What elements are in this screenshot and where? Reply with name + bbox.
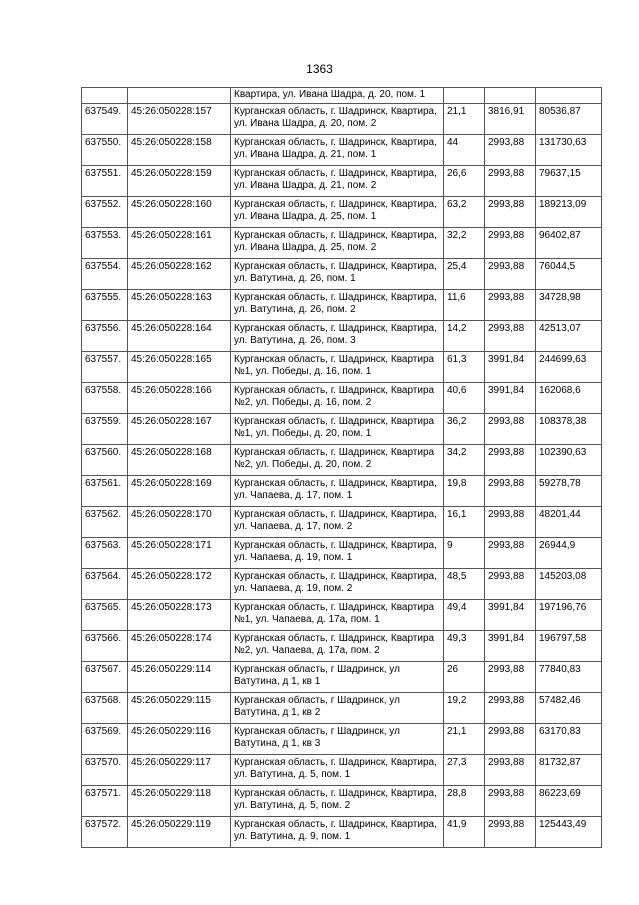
table-body (82, 88, 602, 848)
cell-cadastral-value: 189213,09 (536, 197, 602, 228)
cell-unit-price: 2993,88 (485, 817, 536, 848)
cell-unit-price: 2993,88 (485, 507, 536, 538)
cell-unit-price: 2993,88 (485, 445, 536, 476)
cell-cadastral-value: 125443,49 (536, 817, 602, 848)
cell-cadastral-number: 45:26:050228:158 (128, 135, 231, 166)
cell-unit-price: 2993,88 (485, 538, 536, 569)
cell-cadastral-value: 79637,15 (536, 166, 602, 197)
cell-number: 637558. (82, 383, 128, 414)
cell-area: 25,4 (444, 259, 485, 290)
cell-number: 637567. (82, 662, 128, 693)
cell-unit-price: 3816,91 (485, 104, 536, 135)
cell-number: 637555. (82, 290, 128, 321)
cell-cadastral-number: 45:26:050229:118 (128, 786, 231, 817)
cell-number (82, 88, 128, 104)
cell-unit-price: 2993,88 (485, 290, 536, 321)
cell-address: Курганская область, г. Шадринск, Квартира №2, ул. Чапаева, д. 17а, пом. 2 (231, 631, 444, 662)
cell-address: Курганская область, г. Шадринск, Квартира, ул. Чапаева, д. 19, пом. 2 (231, 569, 444, 600)
cell-area: 27,3 (444, 755, 485, 786)
table-row (82, 383, 602, 414)
cell-unit-price: 2993,88 (485, 693, 536, 724)
cell-cadastral-value: 96402,87 (536, 228, 602, 259)
cell-area: 34,2 (444, 445, 485, 476)
cell-unit-price: 2993,88 (485, 259, 536, 290)
cell-area: 48,5 (444, 569, 485, 600)
table-row (82, 197, 602, 228)
cell-cadastral-number: 45:26:050229:114 (128, 662, 231, 693)
cell-cadastral-value: 145203,08 (536, 569, 602, 600)
cell-unit-price: 2993,88 (485, 569, 536, 600)
table-row (82, 507, 602, 538)
cell-cadastral-value: 162068,6 (536, 383, 602, 414)
cell-area: 49,3 (444, 631, 485, 662)
cell-unit-price: 3991,84 (485, 631, 536, 662)
cell-address: Курганская область, г. Шадринск, Квартира, ул. Ватутина, д. 26, пом. 3 (231, 321, 444, 352)
cell-number: 637566. (82, 631, 128, 662)
table-row (82, 786, 602, 817)
cell-cadastral-value: 77840,83 (536, 662, 602, 693)
cell-address: Курганская область, г. Шадринск, Квартира, ул. Ивана Шадра, д. 25, пом. 2 (231, 228, 444, 259)
table-row (82, 724, 602, 755)
cell-area: 14,2 (444, 321, 485, 352)
cell-cadastral-number: 45:26:050228:157 (128, 104, 231, 135)
cell-unit-price: 2993,88 (485, 166, 536, 197)
cell-area: 32,2 (444, 228, 485, 259)
cell-cadastral-value: 59278,78 (536, 476, 602, 507)
cell-cadastral-number: 45:26:050228:170 (128, 507, 231, 538)
cell-cadastral-number: 45:26:050228:160 (128, 197, 231, 228)
cell-number: 637560. (82, 445, 128, 476)
table-row (82, 228, 602, 259)
cell-cadastral-number: 45:26:050228:167 (128, 414, 231, 445)
cell-cadastral-number: 45:26:050228:159 (128, 166, 231, 197)
cell-cadastral-number: 45:26:050229:115 (128, 693, 231, 724)
cell-cadastral-value: 48201,44 (536, 507, 602, 538)
cell-unit-price (485, 88, 536, 104)
table-row (82, 476, 602, 507)
cell-unit-price: 3991,84 (485, 352, 536, 383)
cell-address: Курганская область, г. Шадринск, Квартира №2, ул. Победы, д. 16, пом. 2 (231, 383, 444, 414)
cell-area (444, 88, 485, 104)
table-row (82, 166, 602, 197)
cell-area: 9 (444, 538, 485, 569)
cell-unit-price: 2993,88 (485, 662, 536, 693)
table-row (82, 445, 602, 476)
cell-number: 637571. (82, 786, 128, 817)
cell-cadastral-number: 45:26:050228:162 (128, 259, 231, 290)
cell-area: 49,4 (444, 600, 485, 631)
cell-address: Курганская область, г. Шадринск, Квартира, ул. Чапаева, д. 17, пом. 2 (231, 507, 444, 538)
cell-cadastral-value: 196797,58 (536, 631, 602, 662)
table-row (82, 259, 602, 290)
cell-cadastral-value: 131730,63 (536, 135, 602, 166)
cell-cadastral-value: 42513,07 (536, 321, 602, 352)
cell-cadastral-value: 108378,38 (536, 414, 602, 445)
cell-number: 637556. (82, 321, 128, 352)
cell-cadastral-value: 244699,63 (536, 352, 602, 383)
cell-cadastral-value: 63170,83 (536, 724, 602, 755)
cell-cadastral-number: 45:26:050228:168 (128, 445, 231, 476)
cell-cadastral-value: 86223,69 (536, 786, 602, 817)
cell-area: 26 (444, 662, 485, 693)
cell-cadastral-value: 81732,87 (536, 755, 602, 786)
cell-cadastral-value: 26944,9 (536, 538, 602, 569)
cell-address: Курганская область, г. Шадринск, Квартира, ул. Чапаева, д. 17, пом. 1 (231, 476, 444, 507)
cell-address: Курганская область, г. Шадринск, Квартира, ул. Чапаева, д. 19, пом. 1 (231, 538, 444, 569)
cell-number: 637564. (82, 569, 128, 600)
cell-cadastral-number (128, 88, 231, 104)
cell-address: Курганская область, г. Шадринск, Квартира, ул. Ватутина, д. 5, пом. 2 (231, 786, 444, 817)
cell-area: 41,9 (444, 817, 485, 848)
cell-number: 637569. (82, 724, 128, 755)
cell-unit-price: 3991,84 (485, 600, 536, 631)
cell-area: 44 (444, 135, 485, 166)
cell-area: 26,6 (444, 166, 485, 197)
cell-cadastral-number: 45:26:050228:164 (128, 321, 231, 352)
cell-number: 637551. (82, 166, 128, 197)
cell-unit-price: 2993,88 (485, 321, 536, 352)
cell-area: 16,1 (444, 507, 485, 538)
table-row (82, 600, 602, 631)
table-row (82, 693, 602, 724)
cell-area: 19,2 (444, 693, 485, 724)
table-row (82, 631, 602, 662)
cell-number: 637554. (82, 259, 128, 290)
cell-number: 637568. (82, 693, 128, 724)
page-number: 1363 (306, 62, 333, 76)
cell-area: 19,8 (444, 476, 485, 507)
cell-unit-price: 2993,88 (485, 135, 536, 166)
cell-address: Курганская область, г. Шадринск, Квартира, ул. Ватутина, д. 26, пом. 1 (231, 259, 444, 290)
cell-number: 637561. (82, 476, 128, 507)
cell-number: 637550. (82, 135, 128, 166)
cell-number: 637553. (82, 228, 128, 259)
table-row (82, 817, 602, 848)
table-row (82, 414, 602, 445)
table-row-continuation (82, 88, 602, 104)
cell-area: 61,3 (444, 352, 485, 383)
cell-number: 637565. (82, 600, 128, 631)
table-row (82, 104, 602, 135)
cell-area: 40,6 (444, 383, 485, 414)
cell-cadastral-number: 45:26:050228:165 (128, 352, 231, 383)
cell-unit-price: 2993,88 (485, 724, 536, 755)
table-row (82, 290, 602, 321)
cell-address: Курганская область, г. Шадринск, Квартира, ул. Ивана Шадра, д. 20, пом. 2 (231, 104, 444, 135)
cell-unit-price: 3991,84 (485, 383, 536, 414)
table-row (82, 135, 602, 166)
cell-area: 21,1 (444, 724, 485, 755)
cell-cadastral-number: 45:26:050229:117 (128, 755, 231, 786)
cell-number: 637552. (82, 197, 128, 228)
property-table (81, 87, 602, 848)
cell-cadastral-value: 80536,87 (536, 104, 602, 135)
table-row (82, 662, 602, 693)
cell-cadastral-number: 45:26:050228:166 (128, 383, 231, 414)
cell-address: Курганская область, г. Шадринск, Квартира, ул. Ивана Шадра, д. 21, пом. 2 (231, 166, 444, 197)
table-row (82, 538, 602, 569)
table-row (82, 321, 602, 352)
cell-cadastral-number: 45:26:050229:116 (128, 724, 231, 755)
cell-address: Курганская область, г Шадринск, ул Ватутина, д 1, кв 1 (231, 662, 444, 693)
cell-cadastral-value: 76044,5 (536, 259, 602, 290)
cell-unit-price: 2993,88 (485, 228, 536, 259)
cell-cadastral-value: 197196,76 (536, 600, 602, 631)
cell-address: Курганская область, г Шадринск, ул Ватутина, д 1, кв 2 (231, 693, 444, 724)
table-row (82, 569, 602, 600)
cell-cadastral-number: 45:26:050228:161 (128, 228, 231, 259)
cell-unit-price: 2993,88 (485, 414, 536, 445)
cell-cadastral-number: 45:26:050229:119 (128, 817, 231, 848)
cell-area: 21,1 (444, 104, 485, 135)
cell-cadastral-number: 45:26:050228:173 (128, 600, 231, 631)
cell-area: 36,2 (444, 414, 485, 445)
cell-address: Курганская область, г. Шадринск, Квартира №1, ул. Победы, д. 16, пом. 1 (231, 352, 444, 383)
cell-address: Квартира, ул. Ивана Шадра, д. 20, пом. 1 (231, 88, 444, 104)
cell-address: Курганская область, г Шадринск, ул Ватутина, д 1, кв 3 (231, 724, 444, 755)
cell-number: 637557. (82, 352, 128, 383)
cell-number: 637563. (82, 538, 128, 569)
cell-number: 637562. (82, 507, 128, 538)
cell-number: 637549. (82, 104, 128, 135)
cell-unit-price: 2993,88 (485, 786, 536, 817)
cell-unit-price: 2993,88 (485, 197, 536, 228)
cell-unit-price: 2993,88 (485, 755, 536, 786)
cell-address: Курганская область, г. Шадринск, Квартира, ул. Ивана Шадра, д. 25, пом. 1 (231, 197, 444, 228)
cell-address: Курганская область, г. Шадринск, Квартира №1, ул. Чапаева, д. 17а, пом. 1 (231, 600, 444, 631)
cell-cadastral-number: 45:26:050228:169 (128, 476, 231, 507)
cell-address: Курганская область, г. Шадринск, Квартира №1, ул. Победы, д. 20, пом. 1 (231, 414, 444, 445)
cell-cadastral-value (536, 88, 602, 104)
cell-address: Курганская область, г. Шадринск, Квартира, ул. Ватутина, д. 5, пом. 1 (231, 755, 444, 786)
cell-cadastral-value: 102390,63 (536, 445, 602, 476)
cell-address: Курганская область, г. Шадринск, Квартира, ул. Ватутина, д. 9, пом. 1 (231, 817, 444, 848)
table-row (82, 352, 602, 383)
cell-cadastral-value: 34728,98 (536, 290, 602, 321)
cell-address: Курганская область, г. Шадринск, Квартира, ул. Ватутина, д. 26, пом. 2 (231, 290, 444, 321)
cell-cadastral-value: 57482,46 (536, 693, 602, 724)
cell-area: 63,2 (444, 197, 485, 228)
cell-area: 28,8 (444, 786, 485, 817)
cell-cadastral-number: 45:26:050228:172 (128, 569, 231, 600)
cell-number: 637572. (82, 817, 128, 848)
cell-cadastral-number: 45:26:050228:174 (128, 631, 231, 662)
cell-area: 11,6 (444, 290, 485, 321)
cell-unit-price: 2993,88 (485, 476, 536, 507)
table-row (82, 755, 602, 786)
cell-number: 637559. (82, 414, 128, 445)
cell-address: Курганская область, г. Шадринск, Квартира №2, ул. Победы, д. 20, пом. 2 (231, 445, 444, 476)
cell-cadastral-number: 45:26:050228:163 (128, 290, 231, 321)
cell-number: 637570. (82, 755, 128, 786)
cell-cadastral-number: 45:26:050228:171 (128, 538, 231, 569)
cell-address: Курганская область, г. Шадринск, Квартира, ул. Ивана Шадра, д. 21, пом. 1 (231, 135, 444, 166)
